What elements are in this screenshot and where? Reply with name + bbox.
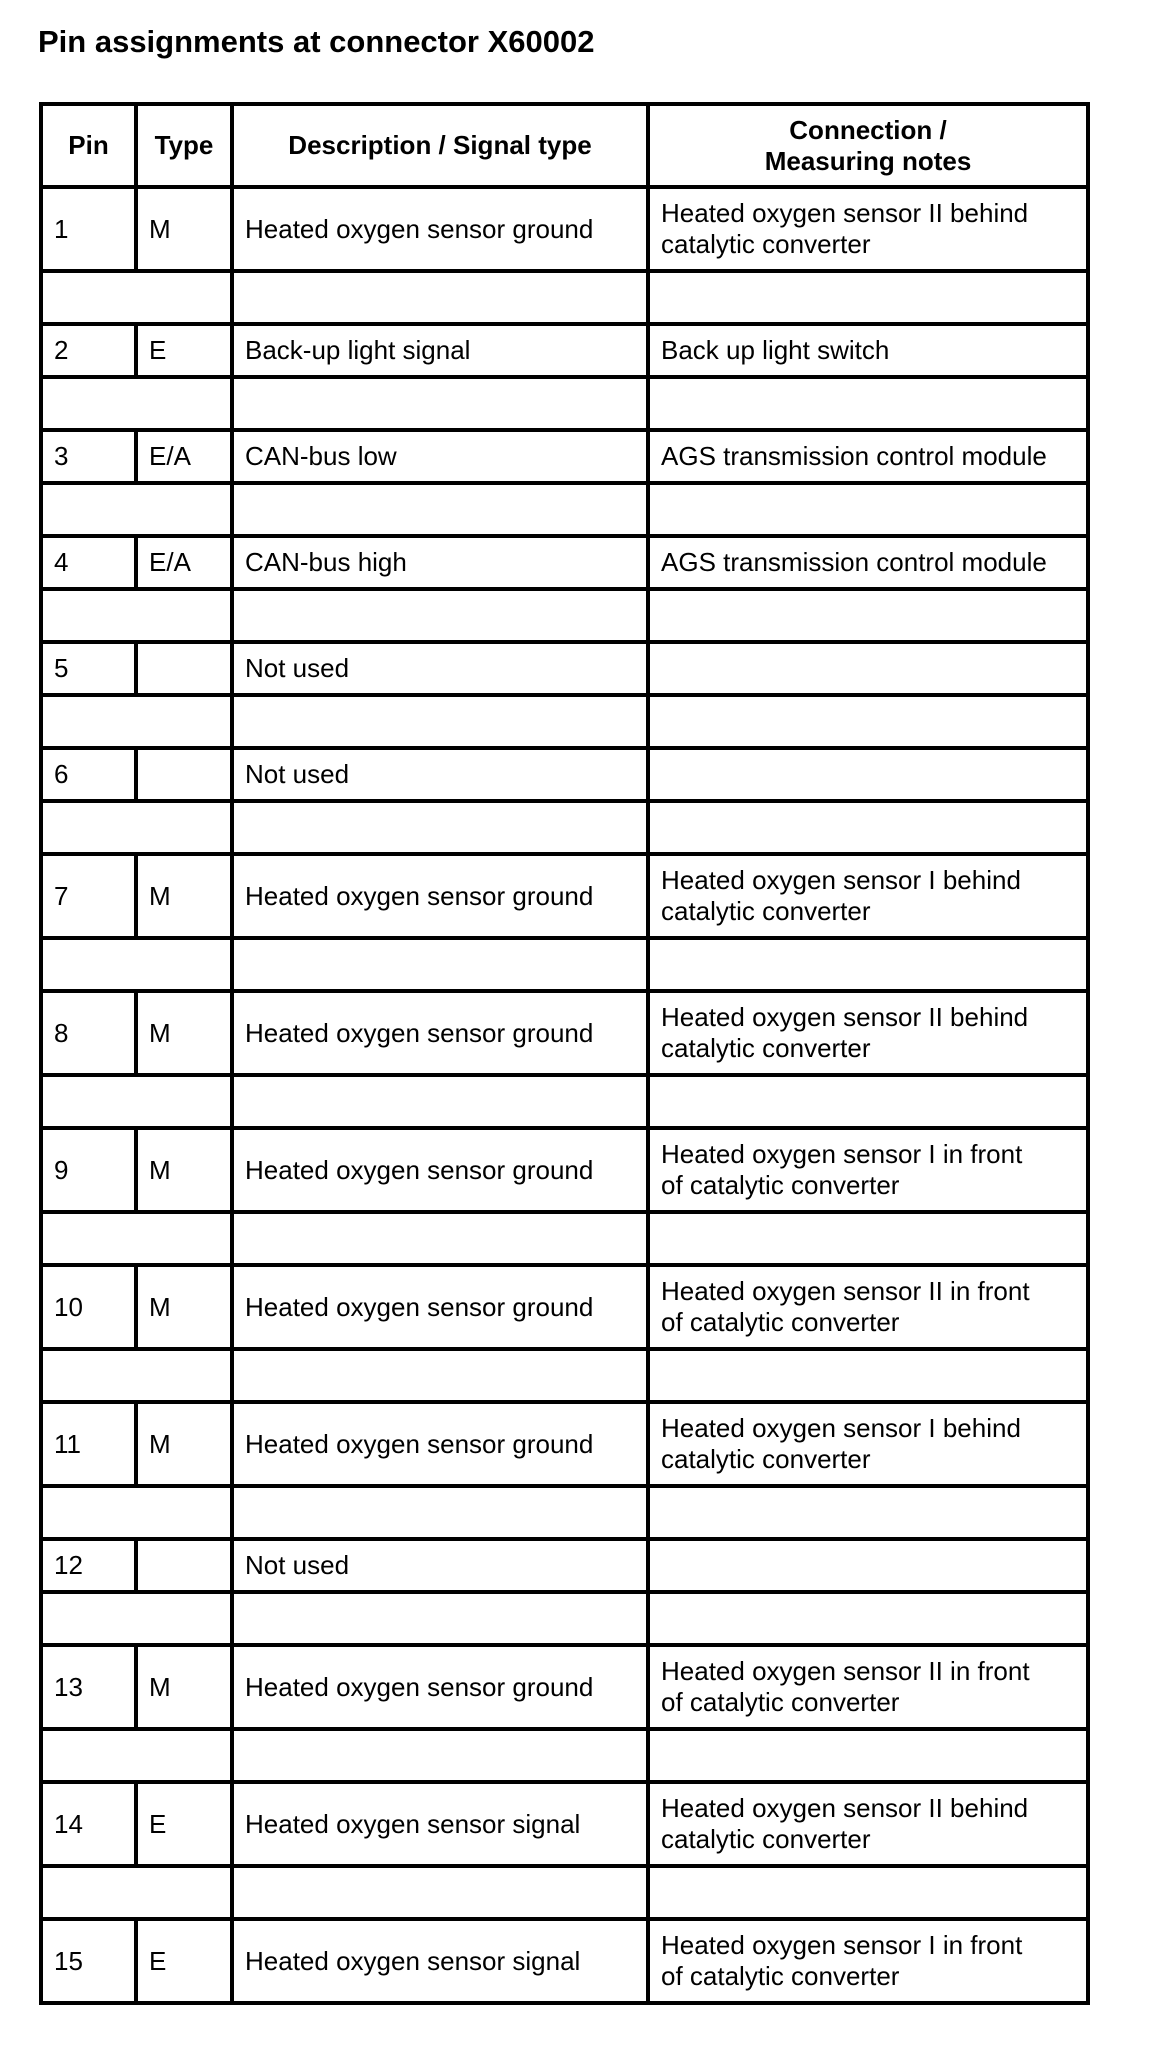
spacer-cell xyxy=(648,1349,1088,1402)
spacer-cell xyxy=(41,1866,232,1919)
connection-cell xyxy=(648,536,1088,589)
type-cell xyxy=(136,748,232,801)
pin-cell: 14 xyxy=(41,1782,136,1866)
connection-line1: Heated oxygen sensor I behind xyxy=(661,1413,1021,1443)
pin-cell: 6 xyxy=(41,748,136,801)
spacer-cell xyxy=(41,1592,232,1645)
table-row xyxy=(41,1645,1088,1729)
spacer-cell xyxy=(648,589,1088,642)
connection-cell xyxy=(648,1645,1088,1729)
description-cell: Heated oxygen sensor ground xyxy=(232,854,648,938)
type-cell xyxy=(136,642,232,695)
description-cell: Not used xyxy=(232,748,648,801)
table-row xyxy=(41,1265,1088,1349)
description-cell: Heated oxygen sensor signal xyxy=(232,1919,648,2003)
connection-line2: of catalytic converter xyxy=(661,1961,900,1991)
connection-cell xyxy=(648,1402,1088,1486)
table-row xyxy=(41,1402,1088,1486)
spacer-cell xyxy=(232,1866,648,1919)
spacer-row xyxy=(41,1729,1088,1782)
pin-cell: 12 xyxy=(41,1539,136,1592)
spacer-cell xyxy=(648,801,1088,854)
connection-line1: AGS transmission control module xyxy=(661,547,1047,577)
connection-line1: Back up light switch xyxy=(661,335,890,365)
pin-cell: 7 xyxy=(41,854,136,938)
type-cell: E xyxy=(136,324,232,377)
spacer-cell xyxy=(232,1349,648,1402)
description-cell: Heated oxygen sensor signal xyxy=(232,1782,648,1866)
table-header-row xyxy=(41,104,1088,187)
spacer-row xyxy=(41,589,1088,642)
connection-line1: Heated oxygen sensor I in front xyxy=(661,1930,1023,1960)
spacer-cell xyxy=(41,1212,232,1265)
pin-assignment-table xyxy=(39,102,1090,2005)
spacer-cell xyxy=(232,271,648,324)
spacer-cell xyxy=(41,1729,232,1782)
connection-line2: of catalytic converter xyxy=(661,1170,900,1200)
description-cell: Back-up light signal xyxy=(232,324,648,377)
spacer-cell xyxy=(648,938,1088,991)
table-body xyxy=(41,187,1088,2003)
connection-line2: catalytic converter xyxy=(661,229,871,259)
connection-cell xyxy=(648,324,1088,377)
pin-cell: 11 xyxy=(41,1402,136,1486)
pin-cell: 9 xyxy=(41,1128,136,1212)
table-row xyxy=(41,430,1088,483)
description-cell: Heated oxygen sensor ground xyxy=(232,1402,648,1486)
pin-cell: 8 xyxy=(41,991,136,1075)
type-cell: M xyxy=(136,854,232,938)
spacer-cell xyxy=(41,695,232,748)
table-row xyxy=(41,1919,1088,2003)
spacer-cell xyxy=(648,483,1088,536)
connection-line1: AGS transmission control module xyxy=(661,441,1047,471)
description-cell: Heated oxygen sensor ground xyxy=(232,1265,648,1349)
connection-cell xyxy=(648,1919,1088,2003)
spacer-cell xyxy=(648,377,1088,430)
spacer-cell xyxy=(648,271,1088,324)
spacer-row xyxy=(41,1592,1088,1645)
connection-line1: Heated oxygen sensor II behind xyxy=(661,198,1029,228)
table-row xyxy=(41,324,1088,377)
connection-cell xyxy=(648,1782,1088,1866)
spacer-cell xyxy=(41,377,232,430)
spacer-cell xyxy=(232,377,648,430)
connection-line1: Heated oxygen sensor I in front xyxy=(661,1139,1023,1169)
connection-line1: Heated oxygen sensor II behind xyxy=(661,1793,1029,1823)
spacer-cell xyxy=(232,801,648,854)
table-row xyxy=(41,748,1088,801)
pin-cell: 2 xyxy=(41,324,136,377)
table-row xyxy=(41,1782,1088,1866)
spacer-cell xyxy=(232,1592,648,1645)
connection-line2: catalytic converter xyxy=(661,1824,871,1854)
description-cell: CAN-bus low xyxy=(232,430,648,483)
spacer-cell xyxy=(648,1592,1088,1645)
spacer-cell xyxy=(648,1866,1088,1919)
header-connection xyxy=(648,104,1088,187)
header-connection-line1: Connection / xyxy=(789,114,947,145)
type-cell: E xyxy=(136,1919,232,2003)
connection-line2: of catalytic converter xyxy=(661,1687,900,1717)
connection-line1: Heated oxygen sensor II in front xyxy=(661,1656,1030,1686)
spacer-cell xyxy=(232,695,648,748)
spacer-cell xyxy=(41,271,232,324)
spacer-cell xyxy=(232,589,648,642)
type-cell: E/A xyxy=(136,536,232,589)
spacer-cell xyxy=(232,938,648,991)
header-pin: Pin xyxy=(41,104,136,187)
type-cell: M xyxy=(136,991,232,1075)
type-cell: M xyxy=(136,1128,232,1212)
connection-cell xyxy=(648,187,1088,271)
table-row xyxy=(41,642,1088,695)
type-cell: M xyxy=(136,187,232,271)
description-cell: Heated oxygen sensor ground xyxy=(232,1645,648,1729)
pin-cell: 4 xyxy=(41,536,136,589)
spacer-row xyxy=(41,377,1088,430)
spacer-row xyxy=(41,695,1088,748)
spacer-cell xyxy=(41,938,232,991)
pin-cell: 10 xyxy=(41,1265,136,1349)
spacer-cell xyxy=(232,1075,648,1128)
spacer-row xyxy=(41,938,1088,991)
connection-cell xyxy=(648,854,1088,938)
description-cell: Heated oxygen sensor ground xyxy=(232,1128,648,1212)
connection-cell xyxy=(648,430,1088,483)
connection-cell xyxy=(648,1265,1088,1349)
table-row xyxy=(41,1539,1088,1592)
table-row xyxy=(41,536,1088,589)
connection-line2: catalytic converter xyxy=(661,1444,871,1474)
table-row xyxy=(41,991,1088,1075)
spacer-cell xyxy=(232,1212,648,1265)
description-cell: Heated oxygen sensor ground xyxy=(232,991,648,1075)
spacer-row xyxy=(41,801,1088,854)
spacer-cell xyxy=(41,589,232,642)
type-cell: E/A xyxy=(136,430,232,483)
spacer-cell xyxy=(41,801,232,854)
spacer-cell xyxy=(648,1075,1088,1128)
spacer-cell xyxy=(648,1486,1088,1539)
type-cell: E xyxy=(136,1782,232,1866)
type-cell: M xyxy=(136,1645,232,1729)
spacer-cell xyxy=(41,1486,232,1539)
connection-line2: catalytic converter xyxy=(661,1033,871,1063)
table-row xyxy=(41,1128,1088,1212)
spacer-cell xyxy=(232,483,648,536)
description-cell: Not used xyxy=(232,1539,648,1592)
spacer-row xyxy=(41,1486,1088,1539)
pin-cell: 15 xyxy=(41,1919,136,2003)
connection-line2: of catalytic converter xyxy=(661,1307,900,1337)
connection-line1: Heated oxygen sensor II in front xyxy=(661,1276,1030,1306)
connection-line2: catalytic converter xyxy=(661,896,871,926)
connection-cell xyxy=(648,1128,1088,1212)
spacer-cell xyxy=(232,1729,648,1782)
spacer-row xyxy=(41,483,1088,536)
spacer-row xyxy=(41,1075,1088,1128)
header-type: Type xyxy=(136,104,232,187)
spacer-cell xyxy=(232,1486,648,1539)
pin-cell: 13 xyxy=(41,1645,136,1729)
spacer-cell xyxy=(648,1729,1088,1782)
header-connection-line2: Measuring notes xyxy=(764,145,972,176)
spacer-row xyxy=(41,271,1088,324)
pin-cell: 1 xyxy=(41,187,136,271)
connection-cell xyxy=(648,1539,1088,1592)
pin-cell: 3 xyxy=(41,430,136,483)
connection-line1: Heated oxygen sensor II behind xyxy=(661,1002,1029,1032)
description-cell: CAN-bus high xyxy=(232,536,648,589)
spacer-cell xyxy=(41,1349,232,1402)
type-cell: M xyxy=(136,1265,232,1349)
spacer-row xyxy=(41,1212,1088,1265)
connection-cell xyxy=(648,642,1088,695)
type-cell xyxy=(136,1539,232,1592)
description-cell: Heated oxygen sensor ground xyxy=(232,187,648,271)
spacer-row xyxy=(41,1349,1088,1402)
table-row xyxy=(41,854,1088,938)
page-title: Pin assignments at connector X60002 xyxy=(38,24,595,59)
header-description: Description / Signal type xyxy=(232,104,648,187)
type-cell: M xyxy=(136,1402,232,1486)
description-cell: Not used xyxy=(232,642,648,695)
connection-cell xyxy=(648,991,1088,1075)
spacer-cell xyxy=(648,695,1088,748)
spacer-cell xyxy=(41,483,232,536)
connection-cell xyxy=(648,748,1088,801)
spacer-cell xyxy=(648,1212,1088,1265)
spacer-cell xyxy=(41,1075,232,1128)
pin-cell: 5 xyxy=(41,642,136,695)
spacer-row xyxy=(41,1866,1088,1919)
table-row xyxy=(41,187,1088,271)
connection-line1: Heated oxygen sensor I behind xyxy=(661,865,1021,895)
